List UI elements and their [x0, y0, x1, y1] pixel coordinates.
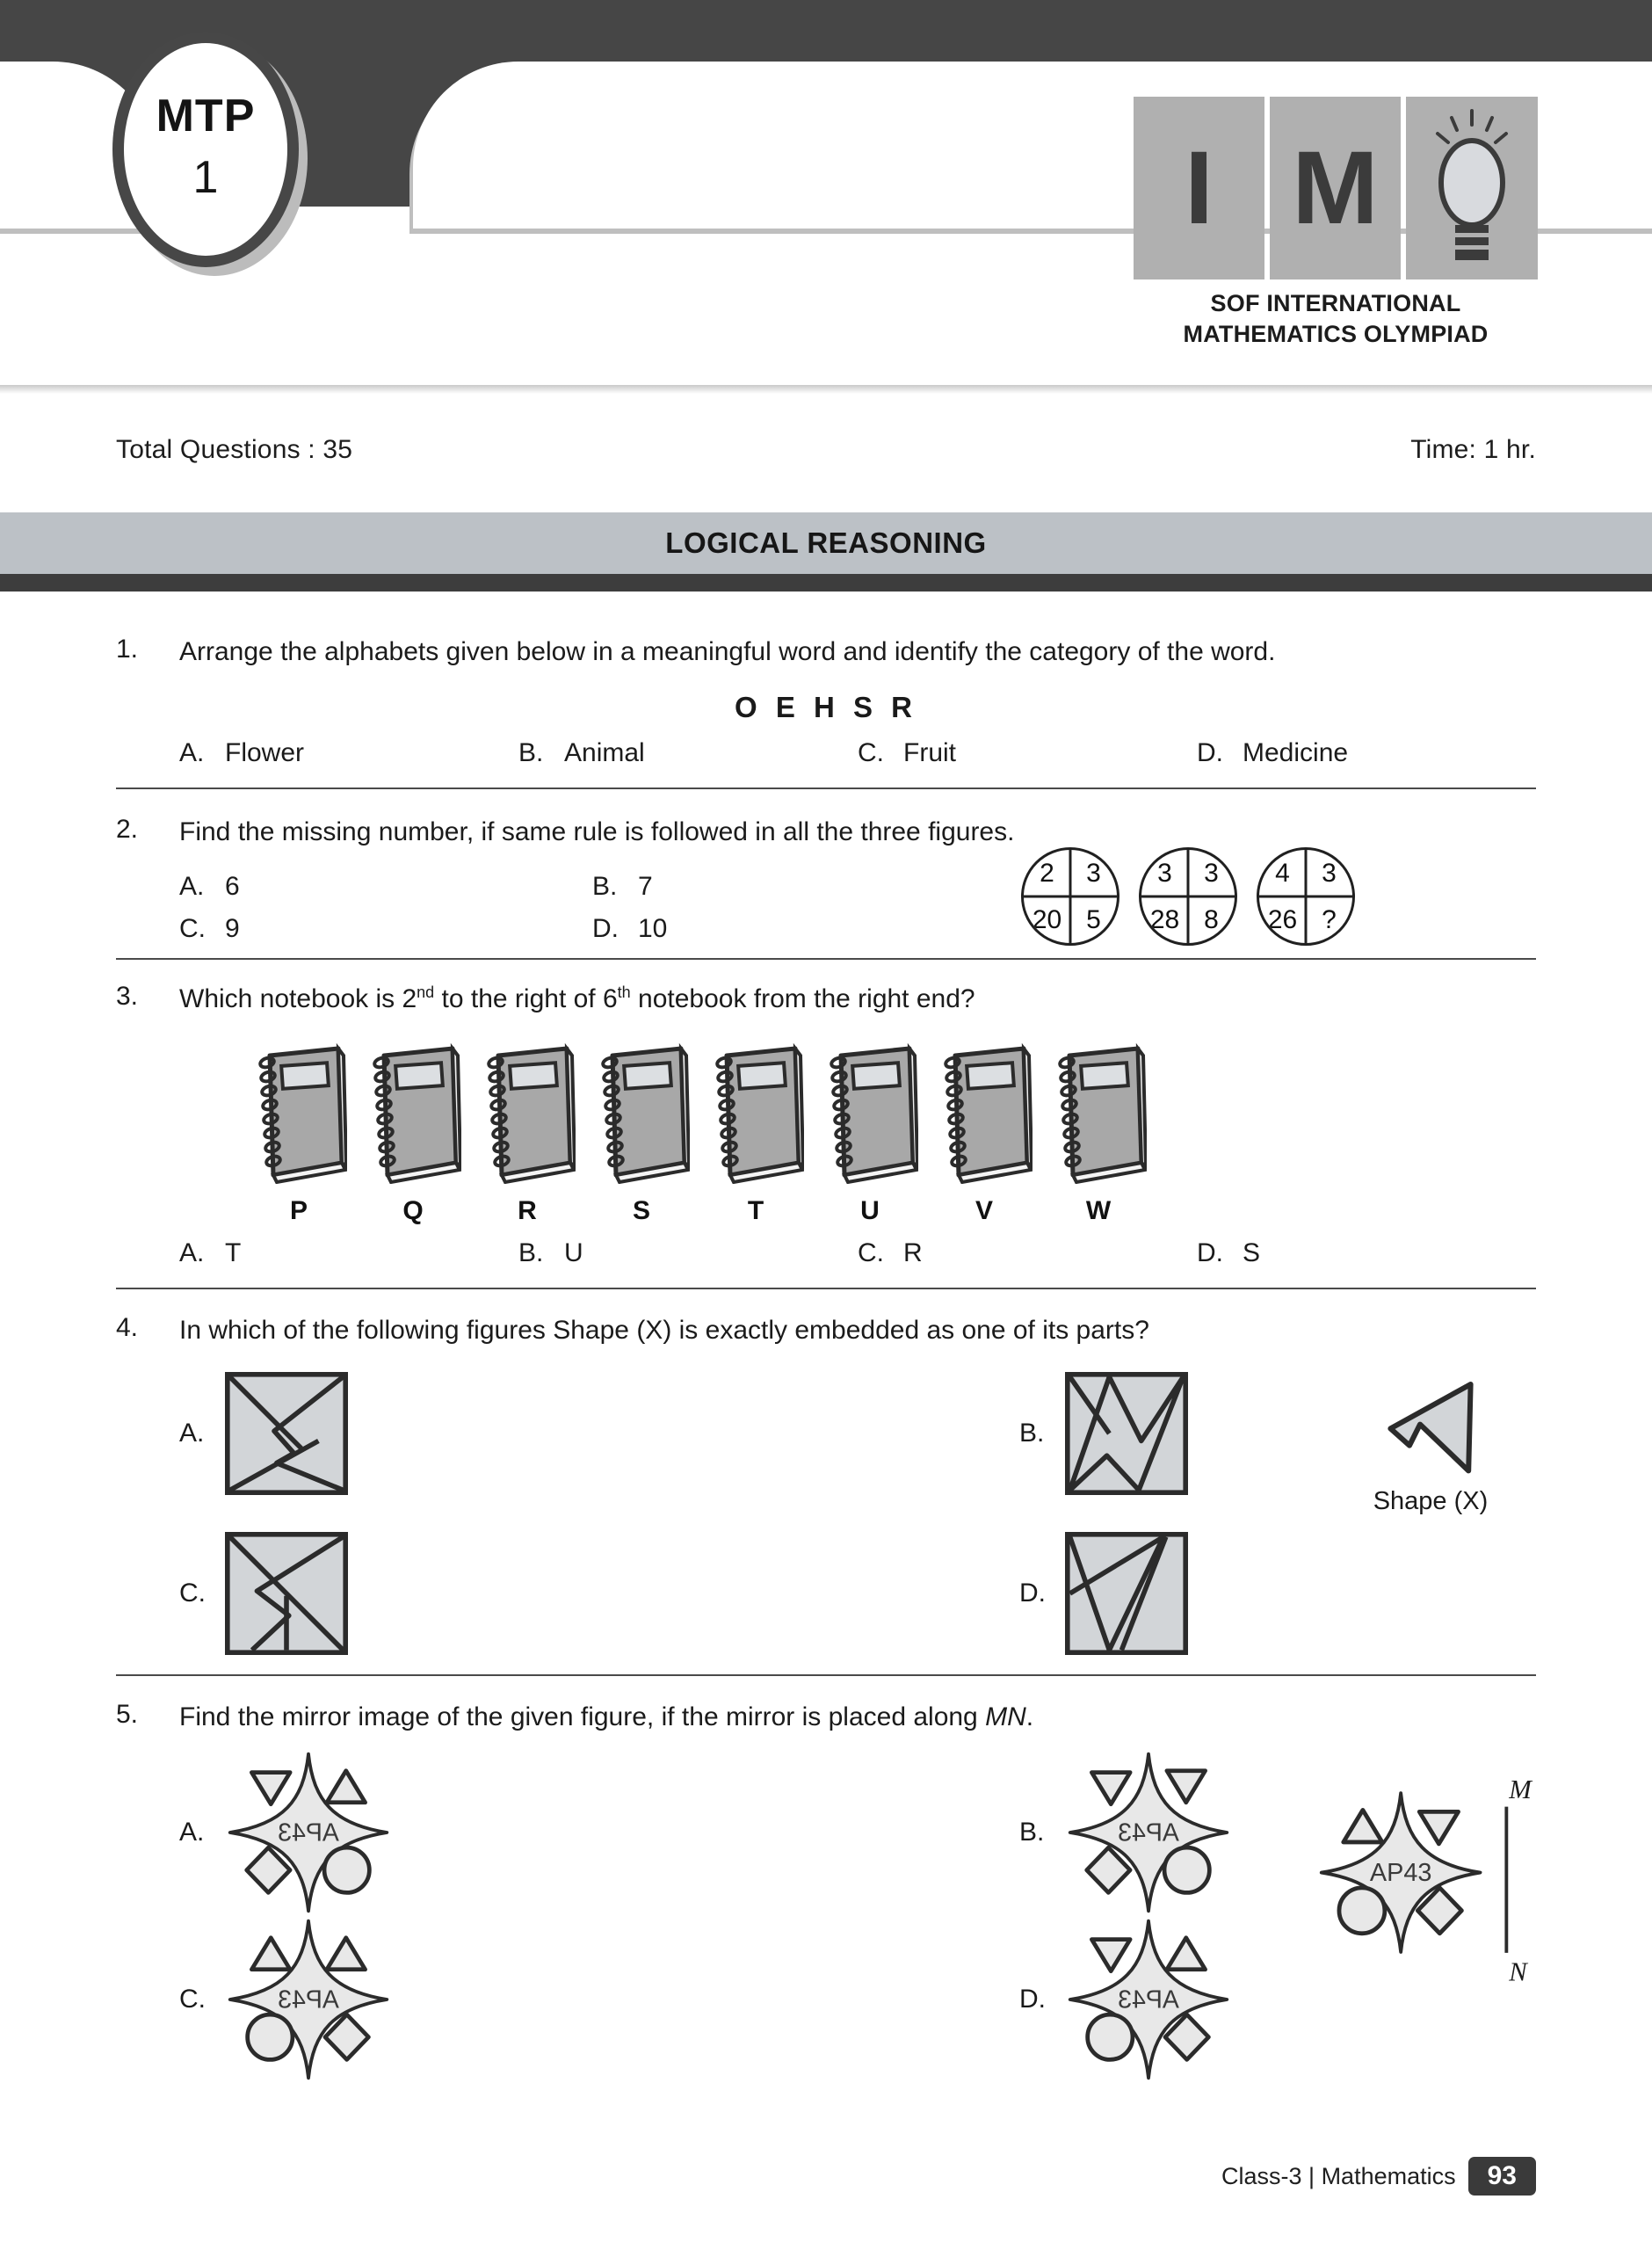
- option-2-d-label: D.: [592, 914, 619, 944]
- imo-tile-bulb: [1406, 97, 1538, 279]
- circle-2-top-right: 3: [1204, 858, 1219, 888]
- option-1-b[interactable]: [518, 738, 858, 768]
- option-3-c[interactable]: [858, 1238, 1197, 1268]
- option-4-a-figure: [225, 1372, 348, 1495]
- circle-3-bottom-right: ?: [1322, 904, 1337, 934]
- option-2-d-value: 10: [638, 914, 668, 944]
- notebook-item: [933, 1043, 1035, 1226]
- notebook-icon: [479, 1043, 576, 1184]
- triangle-down-icon: [1419, 1811, 1458, 1844]
- option-5-a-label: A.: [179, 1817, 205, 1847]
- shape-x-figure: [1373, 1374, 1488, 1479]
- notebook-icon: [365, 1043, 461, 1184]
- question-4-number: 4.: [116, 1312, 139, 1342]
- mirror-label-n: N: [1509, 1956, 1527, 1987]
- lightbulb-icon: [1406, 97, 1538, 279]
- option-3-c-value: R: [903, 1238, 923, 1267]
- question-3: [0, 960, 1652, 1268]
- option-2-d[interactable]: [592, 914, 1005, 944]
- option-1-a-label: A.: [179, 737, 205, 767]
- section-banner-underline: [0, 574, 1652, 592]
- question-3-text-pre: Which notebook is 2: [179, 984, 417, 1014]
- notebook-icon: [593, 1043, 690, 1184]
- original-star-figure: [1316, 1775, 1536, 1995]
- questions-container: [0, 600, 1652, 2101]
- option-4-d-figure: [1065, 1532, 1188, 1655]
- option-4-b[interactable]: [1019, 1372, 1188, 1495]
- circle-figure-3: [1257, 847, 1355, 946]
- option-4-c-label: C.: [179, 1579, 206, 1608]
- question-5-number: 5.: [116, 1700, 139, 1730]
- option-1-c[interactable]: [858, 738, 1197, 768]
- triangle-down-icon: [1167, 1771, 1206, 1803]
- notebook-label-p: P: [289, 1195, 308, 1225]
- notebook-item: [1047, 1043, 1149, 1226]
- section-banner: [0, 512, 1652, 574]
- notebook-item: [819, 1043, 921, 1226]
- triangle-up-icon: [327, 1771, 366, 1803]
- triangle-down-icon: [1091, 1940, 1130, 1971]
- question-5-options: [116, 1749, 1536, 2101]
- option-3-a-label: A.: [179, 1238, 205, 1267]
- notebook-icon: [707, 1043, 804, 1184]
- option-4-c-figure: [225, 1532, 348, 1655]
- question-2-figures: [1021, 847, 1355, 946]
- question-5-text-post: .: [1025, 1702, 1034, 1732]
- imo-letter-i: I: [1185, 130, 1214, 246]
- notebook-item: [476, 1043, 578, 1226]
- option-4-a[interactable]: [179, 1372, 348, 1495]
- question-5-text: [179, 1699, 1536, 1737]
- notebook-icon: [250, 1043, 347, 1184]
- notebook-label-v: V: [975, 1195, 993, 1225]
- question-5-text-pre: Find the mirror image of the given figure, if the mirror is placed along: [179, 1702, 986, 1732]
- option-4-d-label: D.: [1019, 1579, 1046, 1608]
- question-3-options: [179, 1238, 1536, 1268]
- option-3-d-label: D.: [1197, 1238, 1223, 1267]
- option-1-c-label: C.: [858, 737, 884, 767]
- footer-text: Class-3 | Mathematics: [1221, 2162, 1456, 2189]
- option-3-b-label: B.: [518, 1238, 544, 1267]
- option-1-d-label: D.: [1197, 737, 1223, 767]
- option-2-c-value: 9: [225, 914, 240, 944]
- question-4-text: In which of the following figures Shape (X) is exactly embedded as one of its parts?: [179, 1315, 1149, 1345]
- question-3-text-post: notebook from the right end?: [630, 984, 975, 1014]
- option-4-b-figure: [1065, 1372, 1188, 1495]
- question-5-original-figure: [1316, 1775, 1536, 2000]
- mtp-badge-number: 1: [192, 151, 219, 203]
- notebook-icon: [822, 1043, 918, 1184]
- circle-1-bottom-right: 5: [1086, 904, 1101, 934]
- question-4: [0, 1289, 1652, 1682]
- imo-logo: [1134, 97, 1538, 349]
- option-5-a-star-text: AP43: [278, 1818, 339, 1847]
- option-4-d[interactable]: [1019, 1532, 1188, 1655]
- total-questions-label: Total Questions : 35: [116, 435, 353, 464]
- option-5-b-figure: [1065, 1749, 1232, 1916]
- triangle-up-icon: [251, 1938, 290, 1970]
- option-3-a-value: T: [225, 1238, 242, 1267]
- option-5-b-star-text: AP43: [1118, 1818, 1179, 1847]
- circle-3-top-left: 4: [1275, 858, 1290, 888]
- notebook-label-w: W: [1085, 1195, 1112, 1225]
- option-5-a-figure: [225, 1749, 392, 1916]
- notebook-label-t: T: [747, 1195, 764, 1225]
- question-2-number: 2.: [116, 814, 139, 844]
- circle-2-bottom-right: 8: [1204, 904, 1219, 934]
- option-3-d-value: S: [1243, 1238, 1261, 1267]
- option-1-c-value: Fruit: [903, 737, 956, 767]
- question-2-options: [179, 860, 1005, 944]
- circle-2-top-left: 3: [1157, 858, 1172, 888]
- header-bottom-rule: [0, 385, 1652, 394]
- question-1-scrambled-word: O E H S R: [734, 690, 918, 723]
- option-1-b-label: B.: [518, 737, 544, 767]
- imo-tile-m: [1270, 97, 1401, 279]
- question-3-sup-1: nd: [417, 983, 435, 1002]
- page-number-badge: 93: [1468, 2157, 1536, 2196]
- original-star-text: AP43: [1369, 1859, 1432, 1888]
- option-2-b-value: 7: [638, 872, 653, 902]
- notebook-row: [248, 1043, 1536, 1226]
- imo-letter-m: M: [1292, 130, 1379, 246]
- option-5-c-figure: [225, 1916, 392, 2083]
- notebook-item: [362, 1043, 464, 1226]
- notebook-icon: [936, 1043, 1032, 1184]
- option-5-a[interactable]: [179, 1749, 392, 1916]
- notebook-label-r: R: [518, 1195, 537, 1225]
- circle-1-bottom-left: 20: [1032, 904, 1062, 934]
- question-1-text: Arrange the alphabets given below in a meaningful word and identify the category of the word.: [179, 637, 1276, 666]
- question-3-text: [179, 981, 1536, 1019]
- option-3-c-label: C.: [858, 1238, 884, 1267]
- option-1-b-value: Animal: [564, 737, 645, 767]
- question-1-options: [179, 738, 1536, 768]
- mtp-badge: [112, 32, 299, 267]
- circle-figure-2: [1139, 847, 1237, 946]
- triangle-up-icon: [1167, 1938, 1206, 1970]
- page-header: [0, 0, 1652, 387]
- option-5-b-label: B.: [1019, 1817, 1045, 1847]
- imo-logo-tiles: [1134, 97, 1538, 279]
- option-4-a-label: A.: [179, 1419, 205, 1448]
- notebook-item: [248, 1043, 350, 1226]
- imo-subtitle: [1134, 288, 1538, 349]
- option-5-c-star-text: AP43: [278, 1985, 339, 2014]
- option-4-b-label: B.: [1019, 1419, 1045, 1448]
- page-footer: [1221, 2157, 1536, 2196]
- triangle-up-icon: [327, 1938, 366, 1970]
- triangle-up-icon: [1344, 1810, 1382, 1842]
- notebook-icon: [1050, 1043, 1147, 1184]
- imo-tile-i: [1134, 97, 1264, 279]
- option-5-d[interactable]: [1019, 1916, 1232, 2083]
- option-5-d-star-text: AP43: [1118, 1985, 1179, 2014]
- circle-1-top-right: 3: [1086, 858, 1101, 888]
- circle-3-bottom-left: 26: [1267, 904, 1298, 934]
- question-1: [0, 600, 1652, 768]
- imo-subtitle-line2: MATHEMATICS OLYMPIAD: [1183, 320, 1489, 347]
- imo-subtitle-line1: SOF INTERNATIONAL: [1210, 290, 1461, 316]
- meta-row: [0, 435, 1652, 488]
- option-1-d[interactable]: [1197, 738, 1536, 768]
- circle-icon: [1088, 2014, 1133, 2059]
- time-label: Time: 1 hr.: [1410, 435, 1536, 464]
- option-5-c-label: C.: [179, 1984, 206, 2014]
- option-5-b[interactable]: [1019, 1749, 1232, 1916]
- mtp-badge-title: MTP: [156, 91, 256, 142]
- option-2-a-value: 6: [225, 872, 240, 902]
- question-3-number: 3.: [116, 982, 139, 1012]
- shape-x-container: [1325, 1374, 1536, 1516]
- question-5-mirror-line-label: MN: [985, 1702, 1026, 1732]
- section-title: LOGICAL REASONING: [665, 526, 987, 559]
- option-5-d-label: D.: [1019, 1984, 1046, 2014]
- option-5-c[interactable]: [179, 1916, 392, 2083]
- notebook-label-q: Q: [402, 1195, 424, 1225]
- option-3-a[interactable]: [179, 1238, 518, 1268]
- option-1-a-value: Flower: [225, 737, 305, 767]
- option-2-c[interactable]: [179, 914, 592, 944]
- question-3-sup-2: th: [617, 983, 631, 1002]
- question-4-options: [116, 1365, 1536, 1681]
- option-2-b-label: B.: [592, 872, 618, 902]
- option-4-c[interactable]: [179, 1532, 348, 1655]
- notebook-label-s: S: [632, 1195, 650, 1225]
- notebook-item: [591, 1043, 692, 1226]
- circle-icon: [324, 1847, 369, 1892]
- circle-2-bottom-left: 28: [1149, 904, 1180, 934]
- option-5-d-figure: [1065, 1916, 1232, 2083]
- option-1-d-value: Medicine: [1243, 737, 1349, 767]
- option-2-b[interactable]: [592, 872, 1005, 902]
- triangle-down-icon: [1091, 1773, 1130, 1804]
- notebook-label-u: U: [860, 1195, 880, 1225]
- question-1-number: 1.: [116, 635, 139, 664]
- shape-x-caption: Shape (X): [1373, 1487, 1489, 1516]
- question-2: [0, 789, 1652, 947]
- triangle-down-icon: [251, 1773, 290, 1804]
- option-2-a-label: A.: [179, 872, 205, 902]
- circle-1-top-left: 2: [1040, 858, 1054, 888]
- option-3-b[interactable]: [518, 1238, 858, 1268]
- circle-figure-1: [1021, 847, 1119, 946]
- option-2-c-label: C.: [179, 914, 206, 944]
- option-3-b-value: U: [564, 1238, 583, 1267]
- question-3-text-mid: to the right of 6: [434, 984, 618, 1014]
- option-2-a[interactable]: [179, 872, 592, 902]
- circle-icon: [248, 2014, 293, 2059]
- circle-icon: [1164, 1847, 1209, 1892]
- mirror-label-m: M: [1509, 1775, 1532, 1804]
- notebook-item: [705, 1043, 807, 1226]
- option-3-d[interactable]: [1197, 1238, 1536, 1268]
- circle-icon: [1339, 1888, 1385, 1934]
- option-1-a[interactable]: [179, 738, 518, 768]
- question-2-text: Find the missing number, if same rule is followed in all the three figures.: [179, 817, 1015, 846]
- question-5: [0, 1676, 1652, 2101]
- circle-3-top-right: 3: [1322, 858, 1337, 888]
